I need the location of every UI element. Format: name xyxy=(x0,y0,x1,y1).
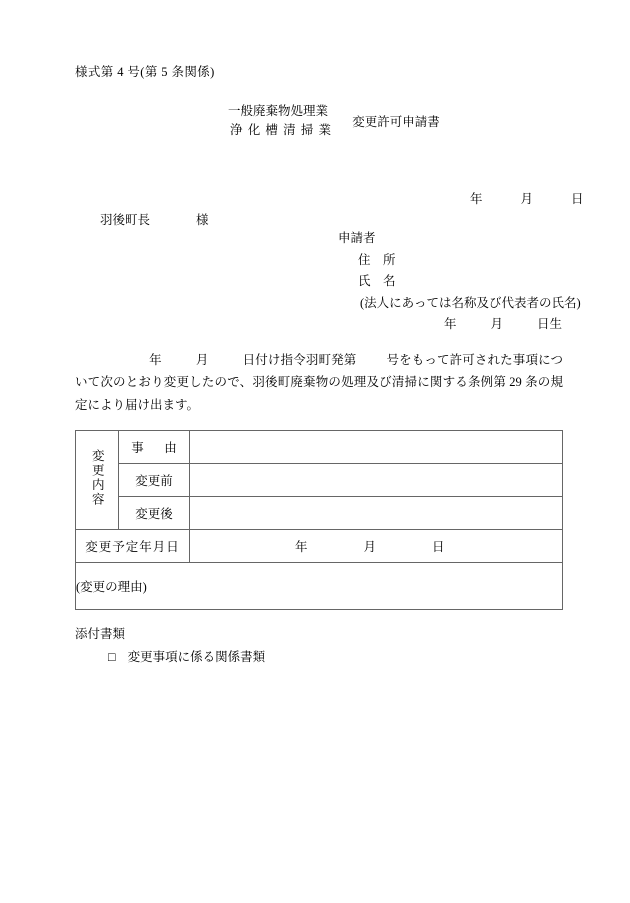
birth-day: 日生 xyxy=(537,317,563,331)
body-main-text: 号をもって許可された事項について次のとおり変更したので、羽後町廃棄物の処理及び清掃に関する条例第 29 条の規定により届け出ます。 xyxy=(75,353,563,412)
body-date-month: 月 xyxy=(195,353,209,367)
applicant-heading: 申請者 xyxy=(338,231,376,245)
date-top-year: 年 xyxy=(470,192,483,206)
applicant-block xyxy=(338,228,581,336)
row-label-reason: 事 由 xyxy=(119,431,190,464)
document-title-block xyxy=(228,102,440,141)
scheduled-date-day: 日 xyxy=(432,540,445,554)
row-value-reason[interactable] xyxy=(190,431,563,464)
reason-for-change-label: (変更の理由) xyxy=(76,580,147,594)
attachment-item-label: 変更事項に係る関係書類 xyxy=(127,650,266,665)
attachments-section xyxy=(75,623,265,669)
body-order-text: 日付け指令羽町発第 xyxy=(242,353,357,367)
applicant-address-label: 住 所 xyxy=(358,252,396,267)
title-business-type-septic-tank: 浄化槽清掃業 xyxy=(230,123,337,138)
row-label-before-change: 変更前 xyxy=(119,464,190,497)
checkbox-icon[interactable]: □ xyxy=(108,650,116,665)
row-label-after-change: 変更後 xyxy=(119,497,190,530)
date-top-day: 日 xyxy=(571,192,584,206)
body-paragraph xyxy=(75,349,563,416)
change-content-vertical-label xyxy=(76,431,119,530)
title-stacked-pair xyxy=(228,102,336,141)
birth-month: 月 xyxy=(490,317,504,331)
table-row xyxy=(76,563,563,610)
addressee-honorific: 様 xyxy=(196,213,209,227)
scheduled-date-year: 年 xyxy=(295,540,308,554)
change-details-table xyxy=(75,430,563,610)
change-content-label-text: 変更内容 xyxy=(90,449,105,507)
birth-year: 年 xyxy=(444,317,457,331)
table-row xyxy=(76,497,563,530)
title-main: 変更許可申請書 xyxy=(352,115,440,130)
row-value-before-change[interactable] xyxy=(190,464,563,497)
scheduled-date-label: 変更予定年月日 xyxy=(76,530,190,563)
attachments-title: 添付書類 xyxy=(75,627,126,641)
date-line-top xyxy=(470,189,584,207)
row-value-after-change[interactable] xyxy=(190,497,563,530)
attachment-item[interactable] xyxy=(75,646,265,669)
scheduled-date-value[interactable] xyxy=(190,530,563,563)
applicant-corporate-note: (法人にあっては名称及び代表者の氏名) xyxy=(360,295,581,310)
title-business-type-general-waste: 一般廃棄物処理業 xyxy=(228,104,329,118)
date-top-month: 月 xyxy=(520,192,534,206)
applicant-birthdate-line xyxy=(338,314,581,336)
form-number: 様式第 4 号(第 5 条関係) xyxy=(75,65,215,79)
scheduled-date-month: 月 xyxy=(363,540,377,554)
applicant-name-label: 氏 名 xyxy=(358,274,396,288)
addressee-name: 羽後町長 xyxy=(100,213,151,227)
addressee xyxy=(100,210,209,228)
reason-for-change-cell[interactable] xyxy=(76,563,563,610)
table-row xyxy=(76,464,563,497)
table-row xyxy=(76,530,563,563)
body-date-year: 年 xyxy=(149,353,162,367)
table-row xyxy=(76,431,563,464)
